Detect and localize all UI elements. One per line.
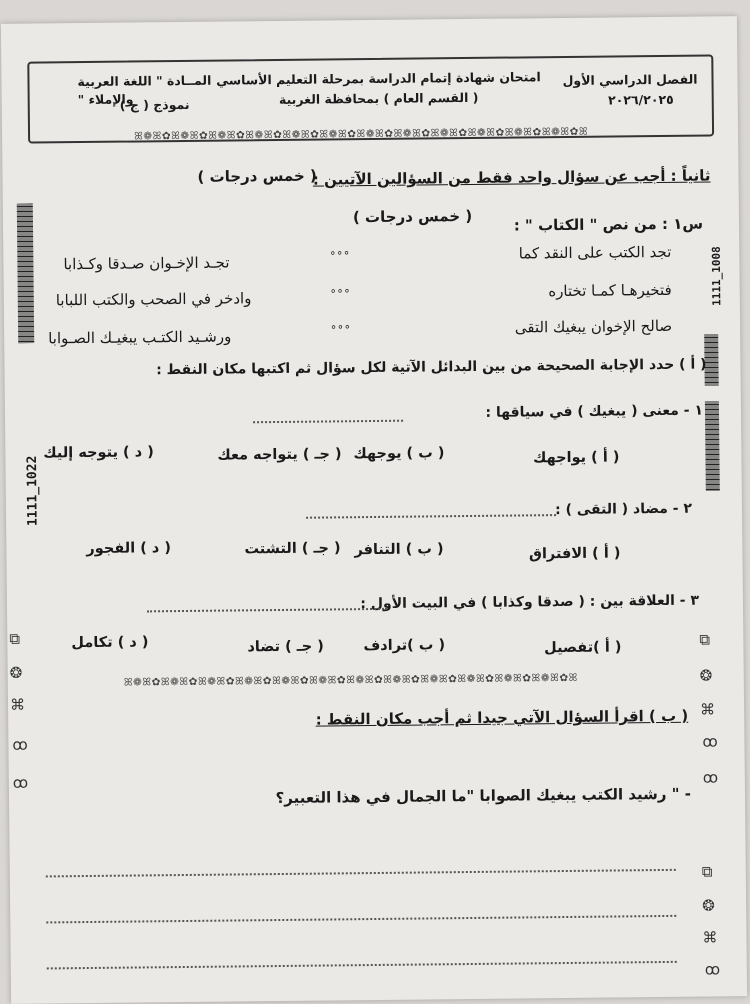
- poem-line-3-first: صالح الإخوان يبغيك التقى: [514, 316, 673, 337]
- margin-ornament-icon: ⌘: [9, 695, 26, 714]
- answer-blank[interactable]: [306, 514, 556, 519]
- ornament-divider: ꕤ❁ꕤ✿ꕤ❁ꕤ✿ꕤ❁ꕤ✿ꕤ❁ꕤ✿ꕤ❁ꕤ✿ꕤ❁ꕤ✿ꕤ❁ꕤ✿ꕤ❁ꕤ✿ꕤ❁ꕤ✿ꕤ❁ꕤ✿ꕤ❁ꕤ✿ꕤ❁ꕤ✿ꕤ: [123, 671, 578, 689]
- margin-ornament-icon: ⧉: [9, 629, 21, 648]
- answer-line[interactable]: [46, 869, 676, 878]
- item-3-option-c: ( جـ ) تضاد: [247, 638, 324, 656]
- section-instruction: ثانياً : أجب عن سؤال واحد فقط من السؤالين الآتيين :: [312, 166, 711, 189]
- item-1-option-b: ( ب ) يوجهك: [353, 445, 445, 463]
- model-label: نموذج ( ج ): [119, 96, 190, 113]
- ornament-divider: ꕤ❁ꕤ✿ꕤ❁ꕤ✿ꕤ❁ꕤ✿ꕤ❁ꕤ✿ꕤ❁ꕤ✿ꕤ❁ꕤ✿ꕤ❁ꕤ✿ꕤ❁ꕤ✿ꕤ❁ꕤ✿ꕤ❁ꕤ✿ꕤ❁ꕤ✿ꕤ❁ꕤ✿ꕤ: [134, 125, 589, 143]
- poem-line-1-second: تجـد الإخـوان صـدقا وكـذابا: [63, 253, 230, 274]
- poem-separator: ∘∘∘: [329, 284, 351, 298]
- margin-ornament-icon: ❂: [699, 666, 713, 685]
- exam-page: [1, 16, 747, 1004]
- barcode-left: [17, 204, 34, 344]
- item-1-option-a: ( أ ) يواجهك: [532, 449, 620, 467]
- margin-ornament-icon: ❂: [702, 896, 715, 915]
- margin-ornament-icon: ꝏ: [702, 768, 719, 787]
- poem-separator: ∘∘∘: [329, 246, 351, 260]
- subject-label: المــادة " اللغة العربية والإملاء ": [77, 72, 212, 108]
- item-1-option-d: ( د ) يتوجه إليك: [43, 444, 154, 462]
- semester-label: الفصل الدراسي الأول: [562, 71, 698, 89]
- margin-ornament-icon: ⧉: [699, 630, 711, 649]
- question-marks: ( خمس درجات ): [352, 206, 473, 227]
- margin-ornament-icon: ꝏ: [702, 732, 718, 751]
- part-b-instruction: ( ب ) اقرأ السؤال الآتي جيدا ثم أجب مكان النقط :: [315, 706, 689, 729]
- section-marks: ( خمس درجات ): [197, 166, 317, 186]
- margin-ornament-icon: ❂: [9, 663, 23, 682]
- item-3-option-a: ( أ )تفصيل: [544, 639, 622, 657]
- answer-line[interactable]: [46, 915, 676, 924]
- item-3-option-b: ( ب )ترادف: [363, 637, 446, 655]
- side-code-left: 1111_1022: [24, 455, 41, 527]
- item-2-option-c: ( جـ ) التشتت: [244, 540, 341, 558]
- answer-line[interactable]: [47, 961, 677, 970]
- part-b-question: - " رشيد الكتب يبغيك الصوابا "ما الجمال في هذا التعبير؟: [275, 784, 692, 808]
- margin-ornament-icon: ꝏ: [12, 735, 28, 754]
- margin-ornament-icon: ꝏ: [12, 773, 29, 792]
- poem-separator: ∘∘∘: [330, 320, 351, 334]
- part-a-instruction: ( أ ) حدد الإجابة الصحيحة من بين البدائل الآتية لكل سؤال ثم اكتبها مكان النقط :: [156, 356, 707, 379]
- exam-title: امتحان شهادة إتمام الدراسة بمرحلة التعليم الأساسي: [216, 69, 541, 88]
- poem-line-1-first: تجد الكتب على النقد كما: [518, 242, 672, 263]
- margin-ornament-icon: ⧉: [701, 862, 713, 881]
- margin-ornament-icon: ⌘: [700, 700, 716, 719]
- item-1-option-c: ( جـ ) يتواجه معك: [217, 446, 342, 464]
- item-2-option-d: ( د ) الفجور: [86, 540, 172, 558]
- poem-line-2-second: وادخر في الصحب والكتب اللبابا: [55, 289, 252, 310]
- margin-ornament-icon: ⌘: [702, 928, 718, 947]
- academic-year: ٢٠٢٦/٢٠٢٥: [608, 91, 674, 108]
- question-label: س١ : من نص " الكتاب " :: [513, 214, 704, 235]
- item-3-option-d: ( د ) تكامل: [71, 634, 149, 652]
- side-code-right: 1111_1008: [709, 246, 724, 306]
- poem-line-3-second: ورشـيد الكتـب يبغيـك الصـوابا: [48, 327, 232, 348]
- item-1-stem: ١ - معنى ( يبغيك ) في سياقها :: [485, 402, 704, 421]
- item-2-stem: ٢ - مضاد ( التقى ) :: [555, 500, 693, 519]
- item-2-option-a: ( أ ) الافتراق: [528, 545, 621, 563]
- poem-line-2-first: فتخيرهـا كمـا تختاره: [548, 280, 672, 301]
- exam-subtitle: ( القسم العام ) بمحافظة الغربية: [278, 89, 479, 107]
- barcode-right-bottom: [705, 401, 720, 491]
- item-3-stem: ٣ - العلاقة بين : ( صدقا وكذابا ) في البيت الأول :: [360, 592, 700, 613]
- answer-blank[interactable]: [147, 608, 387, 613]
- item-2-option-b: ( ب ) التنافر: [354, 541, 444, 559]
- margin-ornament-icon: ꝏ: [704, 960, 721, 979]
- answer-blank[interactable]: [253, 420, 403, 424]
